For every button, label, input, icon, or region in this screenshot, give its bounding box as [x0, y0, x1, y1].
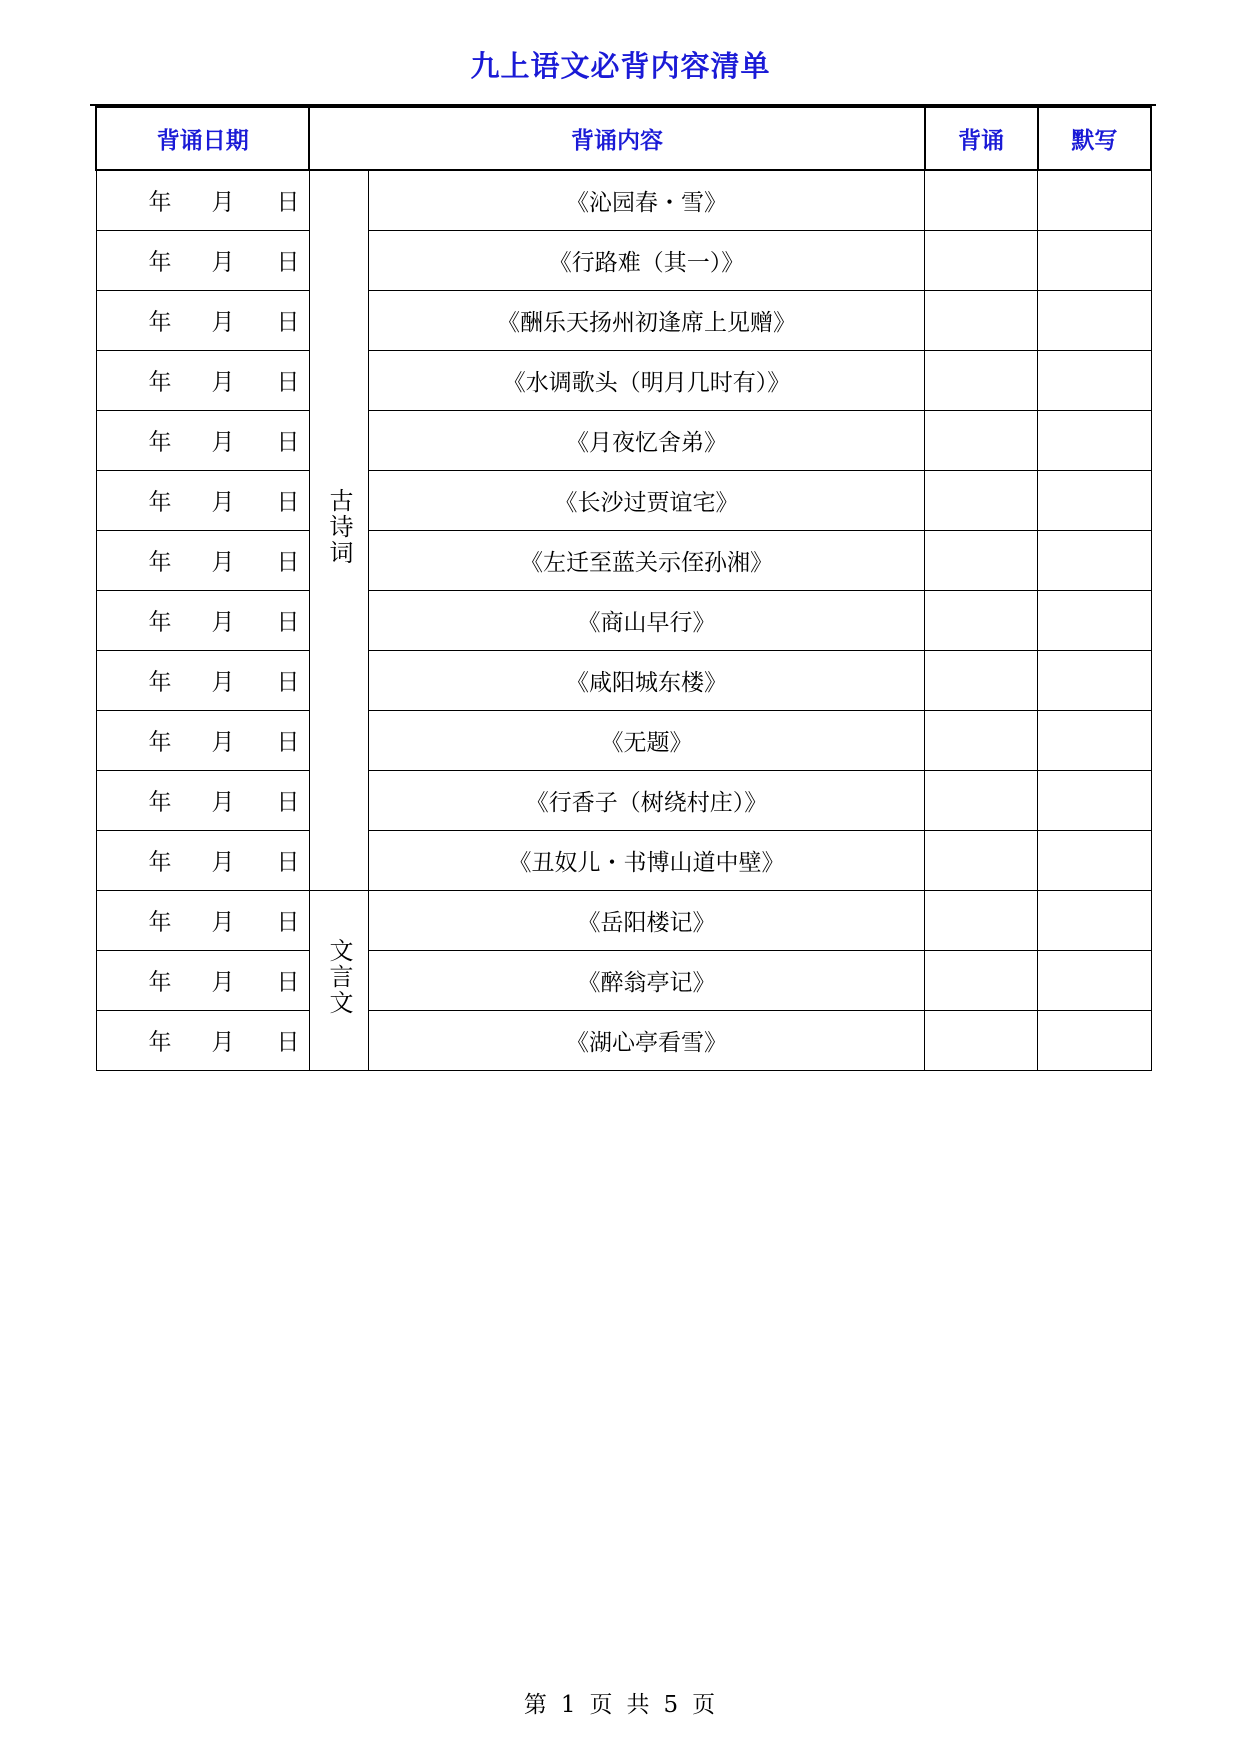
date-day-label: 日: [276, 309, 300, 336]
date-day-label: 日: [276, 669, 300, 696]
content-cell: 《左迁至蓝关示侄孙湘》: [369, 530, 925, 590]
dictation-check-cell[interactable]: [1038, 530, 1151, 590]
date-month-label: 月: [211, 249, 235, 276]
category-cell: [309, 170, 368, 890]
recite-check-cell[interactable]: [925, 410, 1038, 470]
dictation-check-cell[interactable]: [1038, 650, 1151, 710]
date-month-label: 月: [211, 909, 235, 936]
date-day-label: 日: [276, 429, 300, 456]
table-row: [96, 590, 1151, 650]
table-row: [96, 770, 1151, 830]
header-date: 背诵日期: [96, 107, 309, 170]
date-day-label: 日: [276, 189, 300, 216]
dictation-check-cell[interactable]: [1038, 950, 1151, 1010]
footer-page-word: 页: [589, 1692, 615, 1718]
date-year-label: 年: [148, 369, 172, 396]
table-row: [96, 890, 1151, 950]
dictation-check-cell[interactable]: [1038, 350, 1151, 410]
dictation-check-cell[interactable]: [1038, 230, 1151, 290]
table-row: [96, 710, 1151, 770]
category-label: 文言文: [324, 938, 353, 1016]
date-year-label: 年: [148, 429, 172, 456]
table-body: [96, 170, 1151, 1070]
date-month-label: 月: [211, 489, 235, 516]
content-cell: 《行香子（树绕村庄）》: [369, 770, 925, 830]
date-month-label: 月: [211, 1029, 235, 1056]
content-cell: 《商山早行》: [369, 590, 925, 650]
dictation-check-cell[interactable]: [1038, 830, 1151, 890]
content-cell: 《行路难（其一）》: [369, 230, 925, 290]
date-cell[interactable]: [96, 710, 309, 770]
recite-check-cell[interactable]: [925, 590, 1038, 650]
recite-check-cell[interactable]: [925, 170, 1038, 230]
content-cell: 《水调歌头（明月几时有）》: [369, 350, 925, 410]
date-year-label: 年: [148, 849, 172, 876]
recite-check-cell[interactable]: [925, 530, 1038, 590]
content-cell: 《醉翁亭记》: [369, 950, 925, 1010]
footer-current-page: 1: [560, 1692, 578, 1718]
recite-check-cell[interactable]: [925, 650, 1038, 710]
content-cell: 《酬乐天扬州初逢席上见赠》: [369, 290, 925, 350]
content-cell: 《月夜忆舍弟》: [369, 410, 925, 470]
dictation-check-cell[interactable]: [1038, 410, 1151, 470]
date-year-label: 年: [148, 789, 172, 816]
table-row: [96, 230, 1151, 290]
table-row: [96, 290, 1151, 350]
content-cell: 《无题》: [369, 710, 925, 770]
date-year-label: 年: [148, 669, 172, 696]
recitation-table: [95, 106, 1152, 1071]
dictation-check-cell[interactable]: [1038, 1010, 1151, 1070]
date-month-label: 月: [211, 729, 235, 756]
date-year-label: 年: [148, 609, 172, 636]
content-cell: 《湖心亭看雪》: [369, 1010, 925, 1070]
footer-suffix: 页: [692, 1692, 718, 1718]
recite-check-cell[interactable]: [925, 350, 1038, 410]
date-day-label: 日: [276, 969, 300, 996]
date-day-label: 日: [276, 489, 300, 516]
recite-check-cell[interactable]: [925, 290, 1038, 350]
date-year-label: 年: [148, 249, 172, 276]
date-cell[interactable]: [96, 470, 309, 530]
dictation-check-cell[interactable]: [1038, 590, 1151, 650]
dictation-check-cell[interactable]: [1038, 890, 1151, 950]
date-cell[interactable]: [96, 890, 309, 950]
date-month-label: 月: [211, 429, 235, 456]
table-row: [96, 950, 1151, 1010]
page-title: 九上语文必背内容清单: [470, 49, 771, 83]
content-cell: 《长沙过贾谊宅》: [369, 470, 925, 530]
date-year-label: 年: [148, 489, 172, 516]
table-row: [96, 650, 1151, 710]
content-cell: 《岳阳楼记》: [369, 890, 925, 950]
date-year-label: 年: [148, 549, 172, 576]
date-cell[interactable]: [96, 230, 309, 290]
date-year-label: 年: [148, 969, 172, 996]
date-year-label: 年: [148, 309, 172, 336]
footer-total-word: 共: [626, 1692, 652, 1718]
header-recite: 背诵: [925, 107, 1038, 170]
date-year-label: 年: [148, 1029, 172, 1056]
date-cell[interactable]: [96, 530, 309, 590]
date-cell[interactable]: [96, 950, 309, 1010]
content-cell: 《咸阳城东楼》: [369, 650, 925, 710]
date-month-label: 月: [211, 789, 235, 816]
table-row: [96, 350, 1151, 410]
date-day-label: 日: [276, 249, 300, 276]
table-row: [96, 1010, 1151, 1070]
date-month-label: 月: [211, 969, 235, 996]
table-row: [96, 530, 1151, 590]
footer-total-pages: 5: [663, 1692, 681, 1718]
date-day-label: 日: [276, 729, 300, 756]
date-cell[interactable]: [96, 650, 309, 710]
recite-check-cell[interactable]: [925, 230, 1038, 290]
date-cell[interactable]: [96, 170, 309, 230]
date-day-label: 日: [276, 849, 300, 876]
recite-check-cell[interactable]: [925, 1010, 1038, 1070]
date-year-label: 年: [148, 729, 172, 756]
date-cell[interactable]: [96, 410, 309, 470]
dictation-check-cell[interactable]: [1038, 290, 1151, 350]
date-cell[interactable]: [96, 350, 309, 410]
table-header-row: [96, 107, 1151, 170]
date-day-label: 日: [276, 1029, 300, 1056]
date-day-label: 日: [276, 369, 300, 396]
dictation-check-cell[interactable]: [1038, 770, 1151, 830]
recite-check-cell[interactable]: [925, 830, 1038, 890]
dictation-check-cell[interactable]: [1038, 710, 1151, 770]
table-row: [96, 470, 1151, 530]
content-cell: 《丑奴儿・书博山道中壁》: [369, 830, 925, 890]
date-day-label: 日: [276, 609, 300, 636]
footer-prefix: 第: [523, 1692, 549, 1718]
table-row: [96, 410, 1151, 470]
date-cell[interactable]: [96, 830, 309, 890]
date-cell[interactable]: [96, 1010, 309, 1070]
date-month-label: 月: [211, 849, 235, 876]
date-month-label: 月: [211, 669, 235, 696]
date-cell[interactable]: [96, 770, 309, 830]
date-month-label: 月: [211, 309, 235, 336]
dictation-check-cell[interactable]: [1038, 470, 1151, 530]
recite-check-cell[interactable]: [925, 950, 1038, 1010]
date-month-label: 月: [211, 609, 235, 636]
date-day-label: 日: [276, 909, 300, 936]
date-month-label: 月: [211, 369, 235, 396]
header-content: 背诵内容: [309, 107, 924, 170]
date-month-label: 月: [211, 549, 235, 576]
category-label: 古诗词: [324, 488, 353, 567]
recite-check-cell[interactable]: [925, 890, 1038, 950]
date-day-label: 日: [276, 549, 300, 576]
recite-check-cell[interactable]: [925, 470, 1038, 530]
table-row: [96, 830, 1151, 890]
table-row: [96, 170, 1151, 230]
category-cell: [309, 890, 368, 1070]
recite-check-cell[interactable]: [925, 710, 1038, 770]
content-cell: 《沁园春・雪》: [369, 170, 925, 230]
date-month-label: 月: [211, 189, 235, 216]
date-year-label: 年: [148, 189, 172, 216]
date-cell[interactable]: [96, 290, 309, 350]
date-cell[interactable]: [96, 590, 309, 650]
header-dictation: 默写: [1038, 107, 1151, 170]
page-footer: [0, 1686, 1241, 1719]
date-year-label: 年: [148, 909, 172, 936]
dictation-check-cell[interactable]: [1038, 170, 1151, 230]
date-day-label: 日: [276, 789, 300, 816]
recite-check-cell[interactable]: [925, 770, 1038, 830]
